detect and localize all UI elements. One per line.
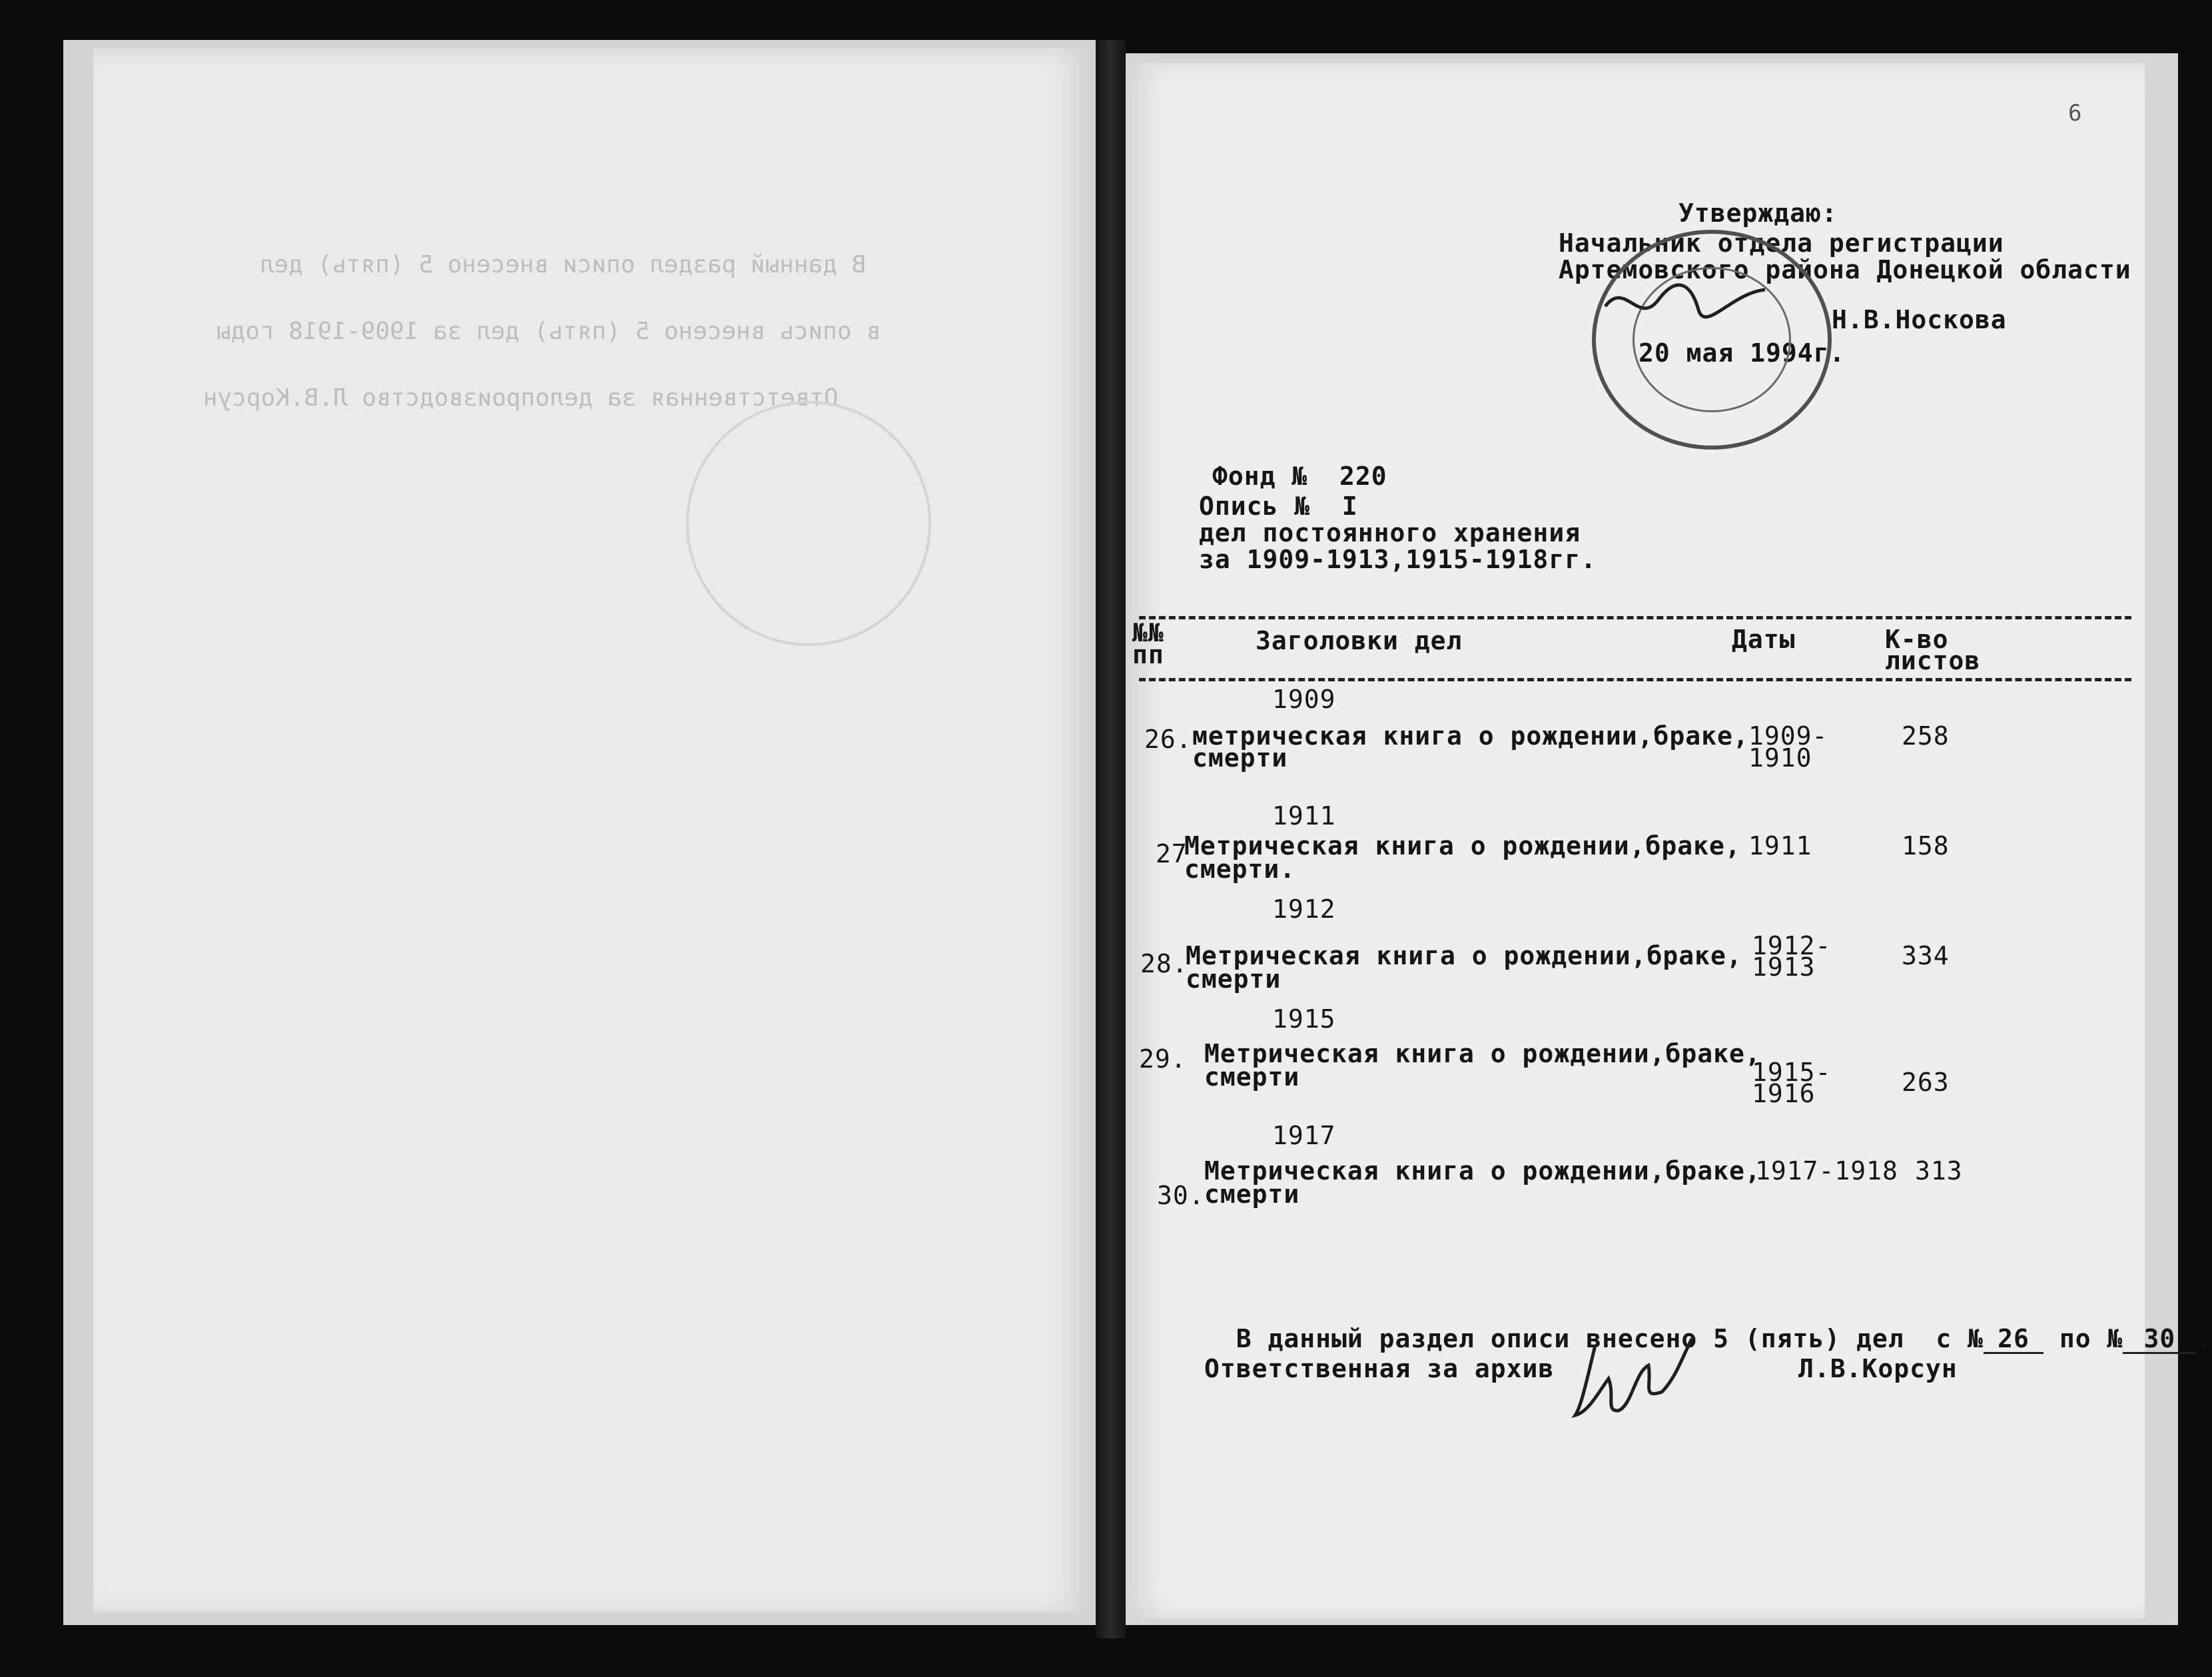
row-title: Метрическая книга о рождении,браке,: [1204, 1039, 1761, 1068]
row-dates: 1909-: [1748, 721, 1828, 751]
year-heading: 1909: [1272, 685, 1336, 714]
summary-mid: по №: [2043, 1324, 2123, 1353]
official-seal: [1592, 230, 1832, 450]
row-dates-cont: 1916: [1752, 1079, 1816, 1108]
approval-signer: Н.В.Носкова: [1832, 305, 2007, 334]
summary-end: .: [2196, 1324, 2212, 1353]
row-title-cont: смерти.: [1184, 854, 1296, 884]
summary-line: [1204, 1299, 2212, 1354]
book-spine: [1096, 40, 1126, 1638]
year-heading: 1912: [1272, 894, 1336, 924]
bleed-through-line: в опись внесено 5 (пять) дел за 1909-1918 годы: [216, 318, 881, 345]
row-sheets: 334: [1902, 941, 1950, 970]
summary-to: 30: [2123, 1325, 2196, 1354]
bleed-through-line: Ответственная за делопроизводство Л.В.Корсун: [203, 384, 839, 412]
table-top-rule: [1139, 616, 2131, 619]
col-sheets-bottom: листов: [1885, 646, 1981, 675]
year-heading: 1917: [1272, 1121, 1336, 1150]
approval-line1: Начальник отдела регистрации: [1559, 228, 2004, 258]
row-number: 30.: [1157, 1181, 1205, 1210]
document-title: дел постоянного хранения: [1199, 518, 1581, 547]
row-sheets: 313: [1915, 1156, 1963, 1185]
row-title: Метрическая книга о рождении,браке,: [1204, 1156, 1761, 1185]
page-number: 6: [2068, 100, 2082, 127]
table-header-rule: [1139, 678, 2131, 681]
signature-responsible: [1569, 1332, 1695, 1422]
col-title-header: Заголовки дел: [1256, 626, 1463, 655]
summary-from: 26: [1984, 1325, 2043, 1354]
summary-text: В данный раздел описи внесено 5 (пять) дел с №: [1236, 1324, 1984, 1353]
row-dates: 1911: [1748, 831, 1812, 860]
row-title: Метрическая книга о рождении,браке,: [1184, 831, 1741, 860]
row-dates-cont: 1910: [1748, 743, 1812, 773]
row-title: метрическая книга о рождении,браке,: [1192, 721, 1749, 751]
row-number: 28.: [1140, 949, 1188, 978]
row-dates-cont: 1913: [1752, 952, 1816, 982]
row-sheets: 158: [1902, 831, 1950, 860]
bleed-through-seal: [686, 401, 931, 646]
fond-number: Фонд № 220: [1212, 462, 1387, 491]
row-number: 29.: [1139, 1044, 1187, 1074]
responsible-label: Ответственная за архив: [1204, 1354, 1555, 1383]
signature-approval: [1599, 273, 1772, 333]
row-number: 26.: [1144, 725, 1192, 754]
document-period: за 1909-1913,1915-1918гг.: [1199, 545, 1597, 574]
col-dates-header: Даты: [1732, 625, 1796, 654]
row-title-cont: смерти: [1204, 1179, 1300, 1209]
year-heading: 1915: [1272, 1004, 1336, 1034]
row-title-cont: смерти: [1192, 743, 1288, 773]
approval-date: 20 мая 1994г.: [1639, 338, 1846, 368]
bleed-through-line: В данный раздел описи внесено 5 (пять) дел: [260, 251, 867, 278]
approval-line2: Артемовского района Донецкой области: [1559, 255, 2131, 284]
col-sheets-top: К-во: [1885, 625, 1949, 654]
year-heading: 1911: [1272, 801, 1336, 831]
approval-heading: Утверждаю:: [1678, 198, 1838, 228]
responsible-name: Л.В.Корсун: [1798, 1354, 1958, 1383]
row-title-cont: смерти: [1204, 1062, 1300, 1092]
opis-number: Опись № I: [1199, 492, 1358, 521]
row-sheets: 258: [1902, 721, 1950, 751]
row-dates: 1912-: [1752, 931, 1832, 960]
left-page: [93, 48, 1092, 1613]
row-sheets: 263: [1902, 1068, 1950, 1097]
row-number: 27: [1156, 839, 1188, 868]
row-dates: 1917-1918: [1755, 1156, 1898, 1185]
row-title: Метрическая книга о рождении,браке,: [1186, 941, 1742, 970]
row-dates: 1915-: [1752, 1058, 1832, 1087]
col-num-top: №№: [1132, 618, 1164, 647]
row-title-cont: смерти: [1186, 964, 1282, 994]
col-num-bottom: пп: [1132, 640, 1164, 669]
